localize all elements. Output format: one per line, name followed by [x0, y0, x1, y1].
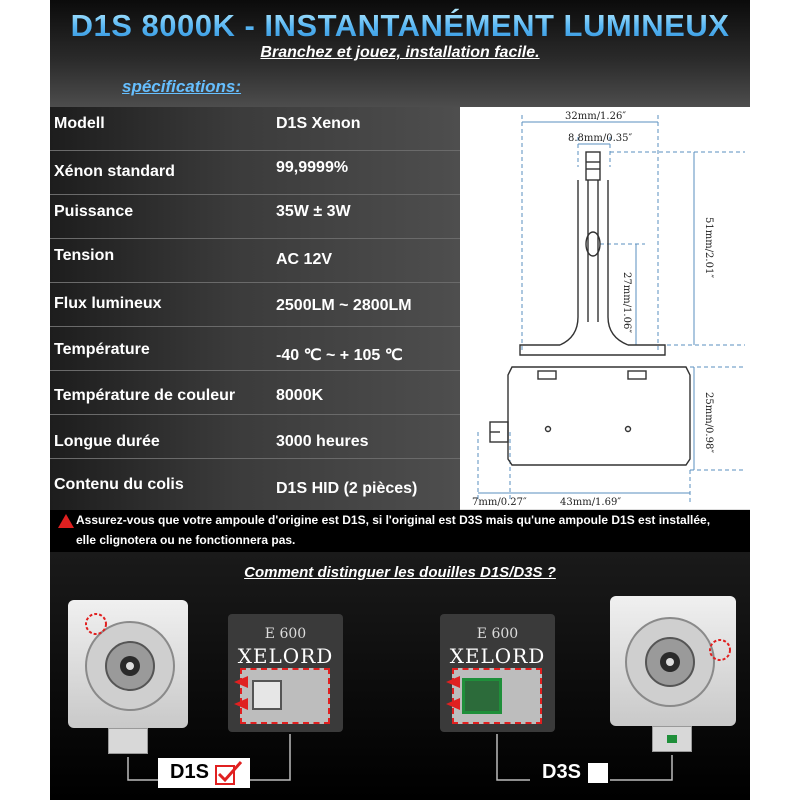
- bulb-diagram-svg: [460, 107, 750, 510]
- spec-label: Puissance: [54, 203, 134, 220]
- spec-value: 2500LM ~ 2800LM: [276, 297, 412, 314]
- photo-brand: XELORD: [449, 644, 546, 668]
- spec-row: [50, 283, 460, 327]
- spec-table: [50, 107, 460, 510]
- spec-label: Température: [54, 341, 150, 358]
- spec-row: [50, 459, 460, 510]
- spec-label: Modell: [54, 115, 105, 132]
- socket-comparison: [50, 552, 750, 800]
- spec-value: -40 ℃ ~ + 105 ℃: [276, 347, 403, 364]
- spec-label: Xénon standard: [54, 163, 175, 180]
- warning-text-line2: elle clignotera ou ne fonctionnera pas.: [76, 533, 296, 547]
- d1s-label: D1S: [170, 761, 209, 783]
- checkbox-empty-icon: [588, 763, 608, 783]
- dim-left-tab: 7mm/0.27″: [472, 497, 527, 508]
- d3s-connector-highlight: [452, 668, 542, 724]
- d1s-connector: [108, 728, 148, 754]
- compare-heading: Comment distinguer les douilles D1S/D3S ?: [244, 564, 556, 581]
- dim-base-width: 43mm/1.69″: [560, 497, 622, 508]
- warning-banner: [50, 510, 750, 552]
- d3s-connector: [652, 726, 692, 752]
- d3s-label: D3S: [542, 761, 581, 783]
- d3s-label-box: [530, 758, 610, 788]
- spec-value: 3000 heures: [276, 433, 369, 450]
- spec-label: Contenu du colis: [54, 476, 184, 493]
- photo-topline: E 600: [476, 626, 519, 642]
- spec-value: 99,9999%: [276, 159, 349, 176]
- d3s-socket-photo: [440, 614, 555, 732]
- spec-row: [50, 371, 460, 415]
- red-arrow-icon: [234, 674, 254, 714]
- dim-width-tip: 8.8mm/0.35″: [568, 133, 633, 144]
- spec-value: AC 12V: [276, 251, 333, 268]
- dim-height-arc: 27mm/1.06″: [621, 272, 632, 334]
- spec-row: [50, 415, 460, 459]
- spec-row: [50, 151, 460, 195]
- d1s-connector-highlight: [240, 668, 330, 724]
- spec-value: D1S Xenon: [276, 115, 361, 132]
- dim-height-base: 25mm/0.98″: [703, 392, 714, 454]
- bulb-dimension-drawing: [460, 107, 750, 510]
- d1s-label-box: [158, 758, 250, 788]
- checkbox-checked-icon: [214, 760, 244, 786]
- d3s-bulb-image: [610, 596, 736, 726]
- d3s-socket-icon: [610, 596, 736, 726]
- header-banner: [50, 0, 750, 107]
- spec-label: Tension: [54, 247, 115, 264]
- spec-label: Longue durée: [54, 433, 160, 450]
- spec-row: [50, 327, 460, 371]
- spec-value: D1S HID (2 pièces): [276, 480, 418, 497]
- spec-row: [50, 239, 460, 283]
- d1s-socket-icon: [68, 600, 188, 728]
- page-subtitle: Branchez et jouez, installation facile.: [260, 44, 540, 61]
- spec-value: 8000K: [276, 387, 324, 404]
- spec-label: Flux lumineux: [54, 295, 162, 312]
- spec-value: 35W ± 3W: [276, 203, 351, 220]
- spec-row: [50, 195, 460, 239]
- d1s-bulb-image: [68, 600, 188, 728]
- spec-row: [50, 107, 460, 151]
- dim-height-total: 51mm/2.01″: [703, 217, 714, 279]
- photo-brand: XELORD: [237, 644, 334, 668]
- spec-heading: spécifications:: [122, 77, 242, 96]
- red-arrow-icon: [446, 674, 466, 714]
- photo-topline: E 600: [264, 626, 307, 642]
- page-title: D1S 8000K - INSTANTANÉMENT LUMINEUX: [50, 8, 750, 44]
- dim-width-top: 32mm/1.26″: [565, 111, 627, 122]
- spec-label: Température de couleur: [54, 387, 236, 404]
- warning-text-line1: Assurez-vous que votre ampoule d'origine est D1S, si l'original est D3S mais qu'une ampoule D1S est installée,: [76, 513, 711, 527]
- d1s-socket-photo: [228, 614, 343, 732]
- warning-icon: [58, 514, 74, 528]
